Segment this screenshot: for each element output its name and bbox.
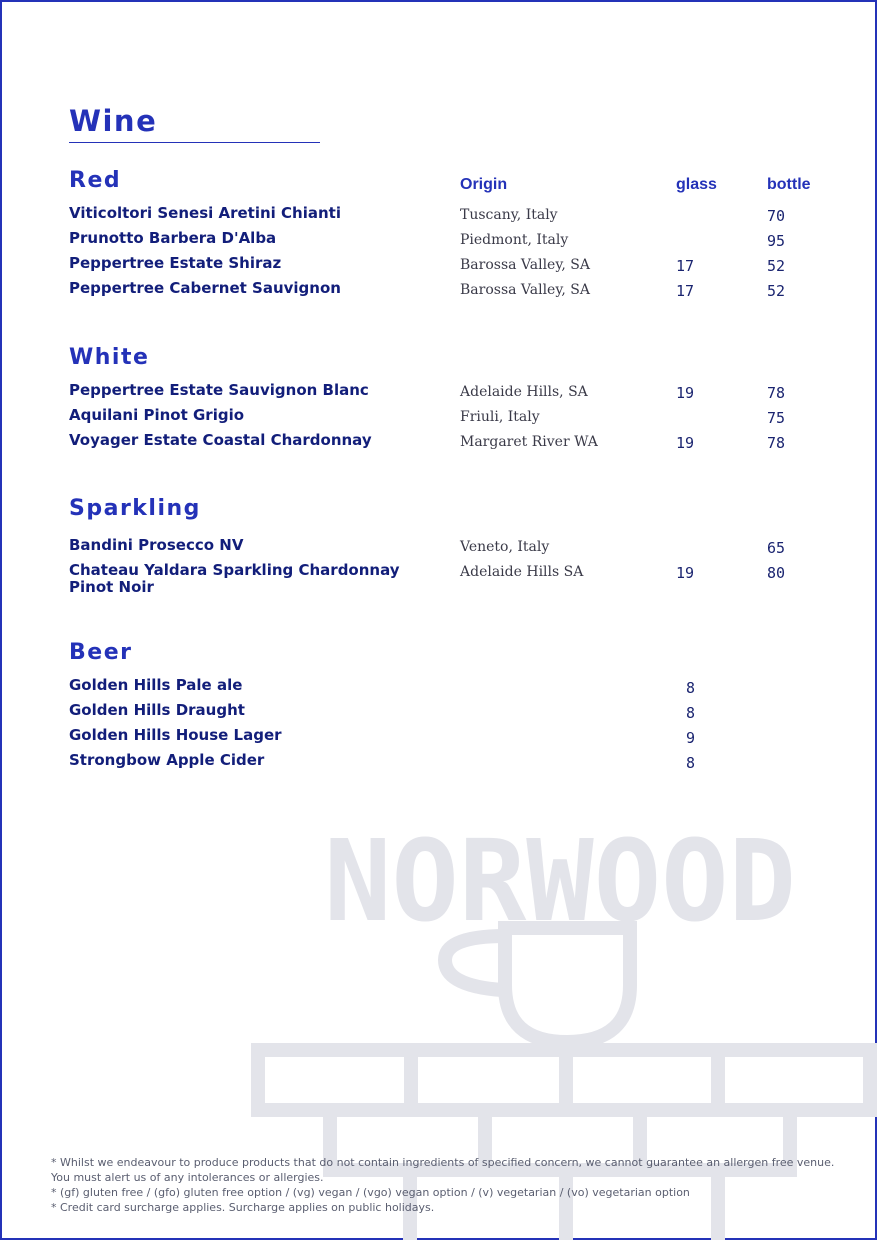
wine-origin: Barossa Valley, SA [460, 257, 590, 273]
title-underline [69, 142, 320, 143]
wine-origin: Adelaide Hills, SA [460, 384, 588, 400]
footer-notes [51, 1155, 851, 1215]
wine-origin: Tuscany, Italy [460, 207, 558, 223]
beer-item [69, 727, 809, 752]
bottle-price: 65 [767, 539, 786, 557]
wine-name: Bandini Prosecco NV [69, 536, 244, 554]
column-header-bottle: bottle [767, 176, 811, 193]
wine-origin: Piedmont, Italy [460, 232, 569, 248]
wine-item [69, 280, 809, 305]
glass-price: 19 [676, 384, 695, 402]
wine-origin: Margaret River WA [460, 434, 598, 450]
wine-item [69, 407, 809, 432]
surcharge-note: * Credit card surcharge applies. Surcharge applies on public holidays. [51, 1201, 435, 1214]
glass-price: 19 [676, 434, 695, 452]
beer-price: 8 [686, 704, 696, 722]
wine-item [69, 205, 809, 230]
wine-origin: Friuli, Italy [460, 409, 540, 425]
column-header-origin: Origin [460, 176, 508, 193]
allergen-note: * Whilst we endeavour to produce products that do not contain ingredients of specified concern, we cannot guarantee an allergen free venue. [51, 1156, 835, 1169]
dietary-legend: * (gf) gluten free / (gfo) gluten free option / (vg) vegan / (vgo) vegan option / (v) vegetarian / (vo) vegetarian option [51, 1186, 690, 1199]
beer-item [69, 677, 809, 702]
wine-name: Peppertree Cabernet Sauvignon [69, 279, 341, 297]
wine-name: Voyager Estate Coastal Chardonnay [69, 431, 372, 449]
bottle-price: 78 [767, 384, 786, 402]
wine-item [69, 255, 809, 280]
section-heading-red: Red [69, 168, 122, 193]
bottle-price: 75 [767, 409, 786, 427]
beer-name: Golden Hills House Lager [69, 726, 282, 744]
beer-item [69, 752, 809, 777]
wine-name: Chateau Yaldara Sparkling Chardonnay Pinot Noir [69, 561, 400, 596]
beer-name: Strongbow Apple Cider [69, 751, 265, 769]
section-heading-sparkling: Sparkling [69, 496, 201, 521]
wine-item [69, 561, 809, 596]
wine-origin: Veneto, Italy [460, 539, 550, 555]
wine-origin: Barossa Valley, SA [460, 282, 590, 298]
watermark-text: NORWOOD [323, 817, 797, 947]
beer-price: 8 [686, 679, 696, 697]
beer-item [69, 702, 809, 727]
beer-name: Golden Hills Pale ale [69, 676, 243, 694]
wine-name: Peppertree Estate Shiraz [69, 254, 282, 272]
wine-origin: Adelaide Hills SA [460, 564, 584, 580]
beer-price: 9 [686, 729, 696, 747]
bottle-price: 52 [767, 282, 786, 300]
beer-price: 8 [686, 754, 696, 772]
bottle-price: 95 [767, 232, 786, 250]
bottle-price: 78 [767, 434, 786, 452]
bottle-price: 80 [767, 564, 786, 582]
glass-price: 17 [676, 257, 695, 275]
wine-name: Peppertree Estate Sauvignon Blanc [69, 381, 369, 399]
section-heading-white: White [69, 345, 150, 370]
glass-price: 19 [676, 564, 695, 582]
wine-name: Prunotto Barbera D'Alba [69, 229, 277, 247]
wine-item [69, 382, 809, 407]
wine-item [69, 230, 809, 255]
wine-item [69, 432, 809, 457]
bottle-price: 52 [767, 257, 786, 275]
wine-item [69, 537, 809, 562]
beer-name: Golden Hills Draught [69, 701, 245, 719]
glass-price: 17 [676, 282, 695, 300]
wine-name: Viticoltori Senesi Aretini Chianti [69, 204, 341, 222]
menu-title: Wine [69, 104, 158, 138]
wine-name: Aquilani Pinot Grigio [69, 406, 245, 424]
column-header-glass: glass [676, 176, 717, 193]
section-heading-beer: Beer [69, 640, 133, 665]
bottle-price: 70 [767, 207, 786, 225]
allergen-alert-note: You must alert us of any intolerances or allergies. [51, 1171, 324, 1184]
